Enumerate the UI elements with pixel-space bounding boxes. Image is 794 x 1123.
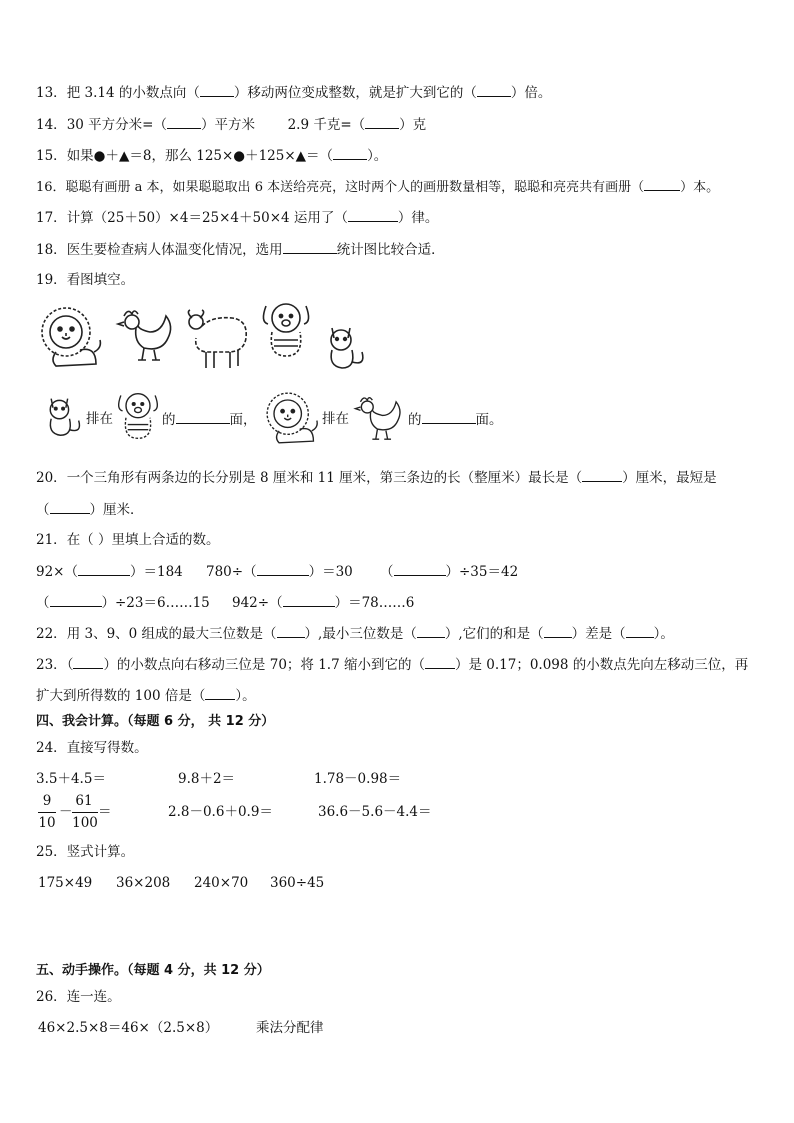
fraction-denominator: 10 (38, 815, 56, 831)
lion-icon (262, 388, 322, 448)
calc-expr: 360÷45 (270, 875, 325, 891)
calc-expr: 175×49 (38, 875, 93, 891)
fraction-numerator: 61 (75, 793, 93, 809)
answer-blank[interactable] (417, 624, 445, 638)
minus-sign: － (59, 804, 73, 820)
match-left-item[interactable]: 46×2.5×8＝46×（2.5×8） (38, 1020, 219, 1036)
cat-icon (42, 392, 86, 440)
answer-blank[interactable] (73, 655, 103, 669)
question-19: 19．看图填空。 (36, 272, 135, 288)
q19-text-4: 的 面。 (408, 412, 503, 428)
q19-text-3: 排在 (322, 411, 349, 427)
question-23: 23．（ ）的小数点向右移动三位是 70；将 1.7 缩小到它的（ ）是 0.17；0.098 的小数点先向左移动三位，再 (36, 657, 749, 673)
lion-icon (36, 302, 106, 372)
answer-blank[interactable] (394, 562, 446, 576)
answer-blank[interactable] (365, 115, 399, 129)
answer-blank[interactable] (283, 240, 337, 254)
dog-icon (114, 388, 162, 444)
answer-blank[interactable] (283, 593, 335, 607)
question-20-cont: （ ）厘米． (36, 502, 144, 518)
calc-expr: 36×208 (116, 875, 171, 891)
question-21: 21．在（ ）里填上合适的数。 (36, 532, 220, 548)
answer-blank[interactable] (582, 468, 622, 482)
match-right-item[interactable]: 乘法分配律 (256, 1020, 324, 1036)
sheep-icon (182, 308, 252, 374)
q19-text-1: 排在 (86, 411, 113, 427)
fraction-numerator: 9 (42, 793, 52, 809)
section-4-heading: 四、我会计算。（每题 6 分， 共 12 分） (36, 714, 275, 729)
answer-blank[interactable] (333, 146, 367, 160)
calc-expr: 36.6－5.6－4.4＝ (318, 804, 432, 820)
rooster-icon (114, 302, 180, 368)
equals-sign: ＝ (98, 804, 112, 820)
question-17: 17．计算（25＋50）×4＝25×4＋50×4 运用了（ ）律。 (36, 210, 439, 226)
calc-expr: 240×70 (194, 875, 249, 891)
q21-expr-3: （ ）÷35＝42 (380, 564, 519, 580)
q21-expr-1: 92×（ ）＝184 (36, 564, 183, 580)
answer-blank[interactable] (348, 208, 398, 222)
answer-blank[interactable] (167, 115, 201, 129)
answer-blank[interactable] (544, 624, 572, 638)
calc-expr: 3.5＋4.5＝ (36, 771, 106, 787)
question-22: 22．用 3、9、0 组成的最大三位数是（ ）,最小三位数是（ ）,它们的和是（ ）差是（ ）。 (36, 626, 674, 642)
rooster-icon (352, 390, 408, 446)
fraction-bar (72, 812, 98, 813)
fraction-denominator: 100 (72, 815, 98, 831)
cat-icon (322, 322, 370, 372)
q21-expr-5: 942÷（ ）＝78……6 (232, 595, 415, 611)
question-13: 13．把 3.14 的小数点向（ ）移动两位变成整数，就是扩大到它的（ ）倍。 (36, 85, 552, 101)
answer-blank[interactable] (626, 624, 654, 638)
q21-expr-4: （ ）÷23＝6……15 (36, 595, 210, 611)
answer-blank[interactable] (176, 410, 230, 424)
q21-expr-2: 780÷（ ）＝30 (206, 564, 353, 580)
q19-text-2: 的 面， (162, 412, 257, 428)
answer-blank[interactable] (50, 500, 90, 514)
answer-blank[interactable] (205, 686, 235, 700)
answer-blank[interactable] (50, 593, 102, 607)
answer-blank[interactable] (78, 562, 130, 576)
fraction-bar (38, 812, 56, 813)
calc-expr: 2.8－0.6＋0.9＝ (168, 804, 273, 820)
dog-icon (258, 298, 314, 362)
answer-blank[interactable] (644, 177, 680, 191)
question-23-cont: 扩大到所得数的 100 倍是（ ）。 (36, 688, 256, 704)
question-26: 26．连一连。 (36, 989, 121, 1005)
question-20: 20．一个三角形有两条边的长分别是 8 厘米和 11 厘米，第三条边的长（整厘米）最长是（ ）厘米，最短是 (36, 470, 717, 486)
question-25: 25．竖式计算。 (36, 844, 135, 860)
section-5-heading: 五、动手操作。（每题 4 分，共 12 分） (36, 963, 270, 978)
calc-expr: 9.8＋2＝ (178, 771, 236, 787)
answer-blank[interactable] (425, 655, 455, 669)
calc-expr: 1.78－0.98＝ (314, 771, 402, 787)
answer-blank[interactable] (477, 83, 511, 97)
answer-blank[interactable] (200, 83, 234, 97)
answer-blank[interactable] (422, 410, 476, 424)
answer-blank[interactable] (257, 562, 309, 576)
question-16: 16．聪聪有画册 a 本，如果聪聪取出 6 本送给亮亮，这时两个人的画册数量相等，聪聪和亮亮共有画册（ ）本。 (36, 177, 719, 197)
question-24: 24．直接写得数。 (36, 740, 148, 756)
question-18: 18．医生要检查病人体温变化情况，选用 统计图比较合适． (36, 242, 445, 258)
answer-blank[interactable] (277, 624, 305, 638)
question-15: 15．如果●＋▲＝8，那么 125×●＋125×▲＝（ ）。 (36, 148, 388, 164)
question-14: 14．30 平方分米=（ ）平方米 2.9 千克=（ ）克 (36, 117, 427, 133)
